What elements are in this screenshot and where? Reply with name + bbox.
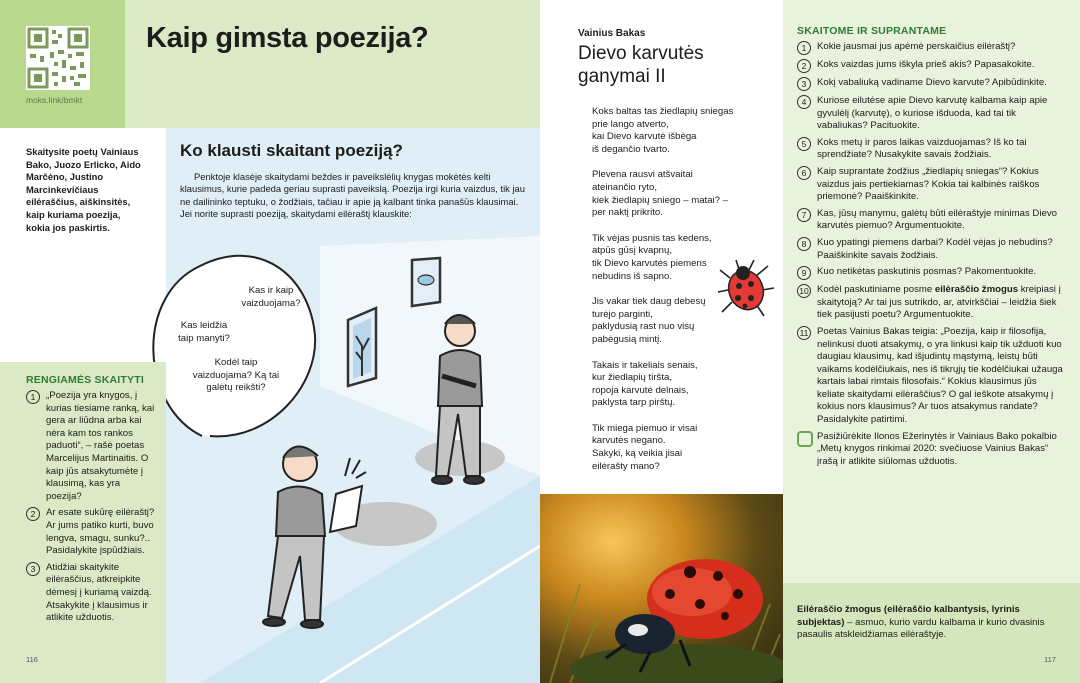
prep-item xyxy=(26,562,158,625)
question-text: Poetas Vainius Bakas teigia: „Poezija, kaip ir filosofija, nelinkusi duoti atsakymų, o yra linkusi kaip tik užduoti kuo daugiau klausimų, kad išjudintų mąstymą, leistų būti vaikams kodėlčiukais, nes iš tikrųjų tie kodėlčiukai užauga kartais labai rimtais filosofais.“ Kokius klausimus jūs keliate skaitydami eilėraščius? O gal ieškote atsakymų į kokius nors klausimus? Ar tuos atsakymus randate? Pasidalykite patirtimi. xyxy=(817,325,1063,426)
glossary-entry xyxy=(797,604,1067,642)
poem-line: Jis vakar tiek daug debesų xyxy=(592,296,706,308)
poem-line: ateinančio ryto, xyxy=(592,181,658,193)
question-item xyxy=(797,266,1067,280)
bubble-question-3: Kodėl taip vaizduojama? Ką tai galėtų reikšti? xyxy=(192,357,280,394)
ladybug-photo xyxy=(540,494,783,683)
poem-line: pabėgusią mintį. xyxy=(592,333,662,345)
question-text xyxy=(817,284,1067,322)
poem-line: eilėrašty mano? xyxy=(592,460,660,472)
prep-heading: RENGIAMĖS SKAITYTI xyxy=(26,374,144,386)
poem-line: Takais ir takeliais senais, xyxy=(592,359,698,371)
glossary-term: Eilėraščio žmogus (eilėraščio kalbantysis, lyrinis subjektas) xyxy=(797,604,1020,628)
poem-line: paklysta tarp pirštų. xyxy=(592,397,676,409)
floor-shadow-2 xyxy=(415,440,505,476)
item-number: 1 xyxy=(26,390,40,404)
prep-item xyxy=(26,390,158,503)
question-item xyxy=(797,77,1067,91)
poem-stanza xyxy=(592,360,777,410)
question-item xyxy=(797,41,1067,55)
question-text: Kas, jūsų manymu, galėtų būti eilėraštyje minimas Dievo karvutės piemuo? Argumentuokite. xyxy=(817,207,1057,232)
title-band xyxy=(125,0,540,128)
item-number: 10 xyxy=(797,284,811,298)
poem-line: Plevena rausvi atšvaitai xyxy=(592,169,693,181)
poem-stanza xyxy=(592,169,777,219)
poem-line: Tik miega piemuo ir visai xyxy=(592,422,698,434)
question-item xyxy=(797,326,1067,427)
question-item xyxy=(797,95,1067,133)
poem-stanza xyxy=(592,106,777,156)
question-text: Koks metų ir paros laikas vaizduojamas? Iš ko tai sprendžiate? Nusakykite savais žodžiais. xyxy=(817,136,1027,161)
poem-line: kiek žiedlapių sniego – matai? – xyxy=(592,194,728,206)
glossary-definition: – asmuo, kurio vardu kalbama ir kurio dvasinis pasaulis atskleidžiamas eilėraštyje. xyxy=(797,616,1045,641)
poem-author: Vainius Bakas xyxy=(578,28,646,39)
question-text-part: Kodėl paskutiniame posme xyxy=(817,284,935,296)
poem-line: Tik vėjas pusnis tas kedens, xyxy=(592,232,712,244)
question-text: Kokį vabaliuką vadiname Dievo karvute? Apibūdinkite. xyxy=(817,77,1047,88)
question-item xyxy=(797,208,1067,233)
item-number: 9 xyxy=(797,266,811,280)
item-number: 2 xyxy=(26,507,40,521)
thought-bubble xyxy=(153,256,315,437)
question-text: Kaip suprantate žodžius „žiedlapių sniegas“? Kokius vaizdus jais pertiekiamas? Kokia tai kalbinės raiškos priemonė? Paaiškinkite. xyxy=(817,165,1040,203)
poem-line: ropoja karvutė delnais, xyxy=(592,384,689,396)
poem-stanza xyxy=(592,423,777,473)
poem-line: Koks baltas tas žiedlapių sniegas xyxy=(592,106,734,117)
prep-item-text: Ar esate sukūrę eilėraštį? Ar jums patiko kurti, buvo lengva, smagu, sunku?.. Pasidalykite įspūdžiais. xyxy=(46,507,155,557)
item-number: 1 xyxy=(797,41,811,55)
question-text: Kuriose eilutėse apie Dievo karvutę kalbama kaip apie gyvulėlį (karvutę), o kuriose išduoda, kad tai tik vabaliukas? Pacituokite. xyxy=(817,95,1048,132)
item-number: 4 xyxy=(797,95,811,109)
poem-line: tik Dievo karvutės piemens xyxy=(592,257,707,269)
box-text: Penktoje klasėje skaitydami beždes ir paveikslėlių knygas mokėtės kelti klausimus, kurie padeda geriau suprasti paveikslą. Poezija irgi kuria vaizdus, tik jau ne dailininko teptuku, o žodžiais, tačiau ir apie ją kalbant tinka panašūs klausimai. Jei norite suprasti poeziją, skaitydami eilėraštį klauskite: xyxy=(180,171,525,220)
prep-item xyxy=(26,507,158,557)
tree-picture-icon xyxy=(348,308,376,386)
page-number-left: 116 xyxy=(26,655,38,664)
question-text: Kuo netikėtas paskutinis posmas? Pakomentuokite. xyxy=(817,266,1037,278)
question-item xyxy=(797,237,1067,262)
prep-list xyxy=(26,390,158,629)
item-number: 3 xyxy=(797,77,811,91)
page-title: Kaip gimsta poezija? xyxy=(146,22,429,54)
prep-item-text: „Poezija yra knygos, į kurias tiesiame ranką, kai gera ar liūdna arba kai nėra kam tos rankos paduoti“, – rašė poetas Marcelijus Martinaitis. O kaip jūs atsakytumėte į klausimą, kas yra poezija? xyxy=(46,390,155,502)
poem-line: Sakyki, ką veikia jisai xyxy=(592,448,683,460)
ladybug-icon xyxy=(716,258,778,324)
qr-code-icon[interactable] xyxy=(26,26,90,90)
questions-list xyxy=(797,41,1067,472)
poem-line: iš degančio tvarto. xyxy=(592,143,670,155)
page-number-right: 117 xyxy=(1044,655,1056,664)
video-task xyxy=(797,431,1067,469)
reading-heading: SKAITOME IR SUPRANTAME xyxy=(797,25,947,37)
question-text-part: kreipiasi į skaitytoją? Ar tai jus sutrikdo, ar, atvirkščiai – leidžia šiek tiek pasijusti poetu? Argumentuokite. xyxy=(817,284,1061,321)
poem-line: kai Dievo karvutė išbėga xyxy=(592,131,697,143)
leaf-picture-icon xyxy=(412,258,440,306)
qr-block xyxy=(0,0,125,128)
prep-item-text: Atidžiai skaitykite eilėraščius, atkreipkite dėmesį į kuriamą vaizdą. Atsakykite į klausimus ir atlikite užduotis. xyxy=(46,561,152,624)
question-item xyxy=(797,166,1067,204)
poem-line: karvutės negano. xyxy=(592,435,666,447)
question-text: Kuo ypatingi piemens darbai? Kodėl vėjas jo nebudins? Paaiškinkite savais žodžiais. xyxy=(817,236,1053,261)
video-qr-icon[interactable] xyxy=(797,431,813,447)
box-heading: Ko klausti skaitant poeziją? xyxy=(180,141,403,160)
item-number: 11 xyxy=(797,326,811,340)
question-item xyxy=(797,59,1067,73)
poem-line: prie lango atverto, xyxy=(592,118,669,130)
poem-line: atpūs gūsį kvapnų, xyxy=(592,245,673,257)
reading-illustration xyxy=(140,236,540,683)
item-number: 8 xyxy=(797,237,811,251)
item-number: 5 xyxy=(797,137,811,151)
question-item xyxy=(797,137,1067,162)
item-number: 7 xyxy=(797,208,811,222)
poem-line: nebudins iš sapno. xyxy=(592,270,673,282)
item-number: 6 xyxy=(797,166,811,180)
term-highlight: eilėraščio žmogus xyxy=(934,284,1019,296)
item-number: 2 xyxy=(797,59,811,73)
video-task-text: Pasižiūrėkite Ilonos Ežerinytės ir Vainiaus Bako pokalbio „Metų knygos rinkimai 2020: svečiuose Vainius Bakas“ įrašą ir atlikite siūlomas užduotis. xyxy=(817,430,1057,467)
poem-line: turėjo parginti, xyxy=(592,308,653,320)
item-number: 3 xyxy=(26,562,40,576)
poem-line: kur žiedlapių tiršta, xyxy=(592,372,672,384)
question-item xyxy=(797,284,1067,322)
qr-caption[interactable]: moks.link/bmkt xyxy=(26,95,83,105)
question-text: Kokie jausmai jus apėmė perskaičius eilėraštį? xyxy=(817,41,1016,52)
bubble-question-1: Kas ir kaip vaizduojama? xyxy=(241,285,301,309)
poem-line: per naktį prikrito. xyxy=(592,207,663,219)
question-text: Koks vaizdas jums iškyla prieš akis? Papasakokite. xyxy=(817,59,1035,70)
bubble-question-2: Kas leidžia taip manyti? xyxy=(178,320,230,344)
intro-text: Skaitysite poetų Vainiaus Bako, Juozo Erlicko, Aido Marčėno, Justino Marcinkevičiaus eilėraščius, aiškinsitės, kaip kuriama poezija, kokia jos paskirtis. xyxy=(26,146,141,233)
poem-title: Dievo karvutės ganymai II xyxy=(578,43,704,87)
poem-line: paklydusią rast nuo visų xyxy=(592,321,695,333)
